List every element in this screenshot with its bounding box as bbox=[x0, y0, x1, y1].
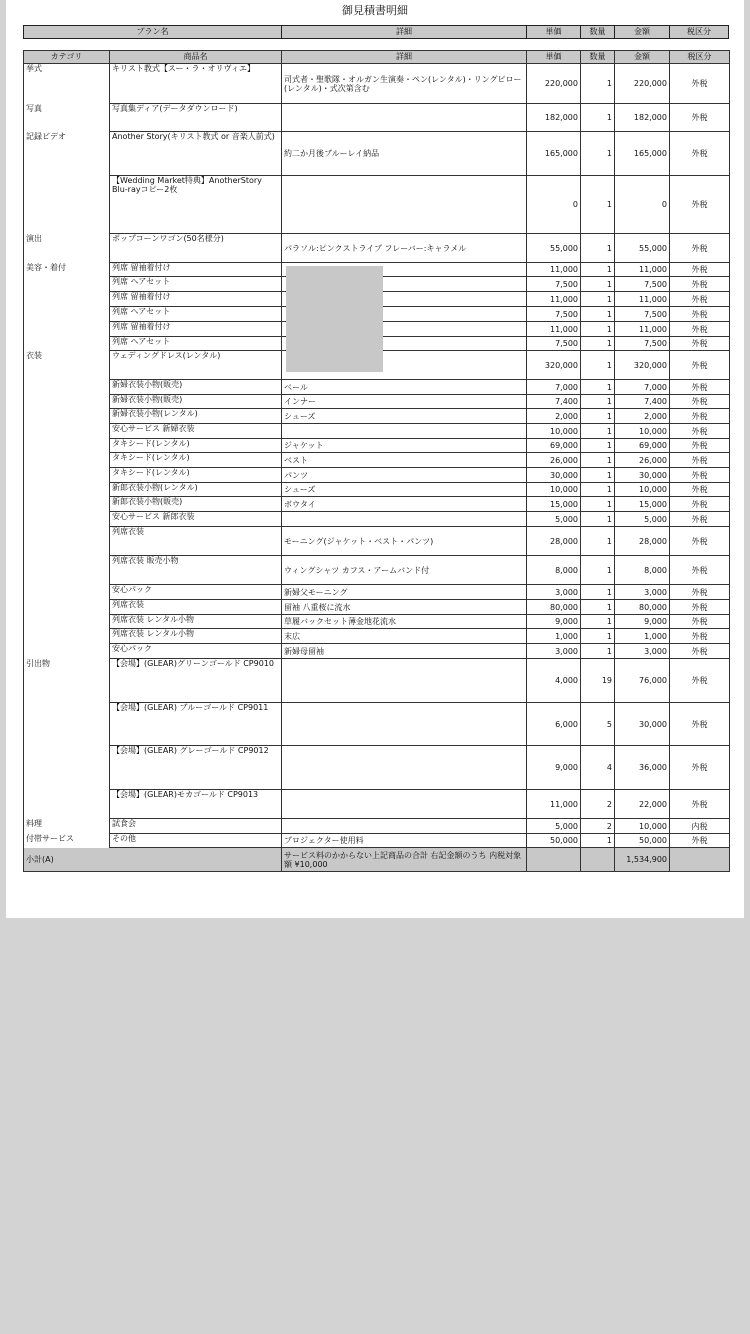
cell-quantity: 1 bbox=[581, 292, 615, 307]
cell-category bbox=[24, 395, 110, 409]
cell-item-name: 列席 留袖着付け bbox=[110, 322, 282, 337]
cell-detail bbox=[282, 424, 527, 439]
cell-item-name: 新婦衣装小物(レンタル) bbox=[110, 409, 282, 424]
table-row bbox=[24, 600, 730, 615]
cell-category bbox=[24, 615, 110, 629]
table-row bbox=[24, 468, 730, 483]
cell-unit-price: 9,000 bbox=[527, 746, 581, 790]
cell-amount: 9,000 bbox=[615, 615, 670, 629]
cell-amount: 50,000 bbox=[615, 834, 670, 848]
cell-category bbox=[24, 380, 110, 395]
cell-tax-type: 外税 bbox=[670, 439, 730, 453]
cell-amount: 11,000 bbox=[615, 322, 670, 337]
cell-tax-type: 外税 bbox=[670, 703, 730, 746]
table-row bbox=[24, 439, 730, 453]
cell-tax-type: 外税 bbox=[670, 395, 730, 409]
cell-detail: シューズ bbox=[282, 483, 527, 497]
cell-unit-price: 3,000 bbox=[527, 644, 581, 659]
cell-quantity: 1 bbox=[581, 132, 615, 176]
cell-tax-type: 外税 bbox=[670, 556, 730, 585]
cell-category: 衣装 bbox=[24, 351, 110, 380]
cell-item-name: 安心サービス 新婦衣装 bbox=[110, 424, 282, 439]
cell-category bbox=[24, 790, 110, 819]
cell-amount: 7,500 bbox=[615, 307, 670, 322]
cell-amount: 182,000 bbox=[615, 104, 670, 132]
cell-unit-price: 26,000 bbox=[527, 453, 581, 468]
cell-unit-price: 7,400 bbox=[527, 395, 581, 409]
table-row bbox=[24, 819, 730, 834]
cell-category bbox=[24, 468, 110, 483]
cell-category bbox=[24, 409, 110, 424]
cell-category bbox=[24, 483, 110, 497]
table-row bbox=[24, 380, 730, 395]
col-header-tax-type: 税区分 bbox=[670, 51, 730, 64]
table-row bbox=[24, 790, 730, 819]
cell-tax-type: 外税 bbox=[670, 292, 730, 307]
cell-unit-price: 10,000 bbox=[527, 424, 581, 439]
cell-category: 美容・着付 bbox=[24, 263, 110, 277]
cell-unit-price: 1,000 bbox=[527, 629, 581, 644]
cell-quantity: 1 bbox=[581, 322, 615, 337]
cell-category: 付帯サービス bbox=[24, 834, 110, 848]
cell-quantity: 1 bbox=[581, 615, 615, 629]
cell-tax-type: 外税 bbox=[670, 307, 730, 322]
cell-category bbox=[24, 439, 110, 453]
cell-tax-type: 外税 bbox=[670, 351, 730, 380]
cell-unit-price: 4,000 bbox=[527, 659, 581, 703]
cell-detail: 草履バックセット薄金地花流水 bbox=[282, 615, 527, 629]
cell-quantity: 1 bbox=[581, 556, 615, 585]
table-row bbox=[24, 497, 730, 512]
cell-detail bbox=[282, 790, 527, 819]
cell-quantity: 1 bbox=[581, 468, 615, 483]
cell-quantity: 2 bbox=[581, 819, 615, 834]
cell-unit-price: 6,000 bbox=[527, 703, 581, 746]
cell-unit-price: 11,000 bbox=[527, 292, 581, 307]
table-row bbox=[24, 703, 730, 746]
cell-tax-type: 外税 bbox=[670, 659, 730, 703]
table-row bbox=[24, 64, 730, 104]
col-header-detail: 詳細 bbox=[282, 51, 527, 64]
cell-detail: 約二か月後ブルーレイ納品 bbox=[282, 132, 527, 176]
redaction-box bbox=[286, 266, 383, 372]
table-row bbox=[24, 234, 730, 263]
cell-tax-type: 外税 bbox=[670, 64, 730, 104]
cell-tax-type: 外税 bbox=[670, 468, 730, 483]
cell-tax-type: 外税 bbox=[670, 834, 730, 848]
cell-quantity: 2 bbox=[581, 790, 615, 819]
table-row bbox=[24, 395, 730, 409]
cell-unit-price: 10,000 bbox=[527, 483, 581, 497]
table-row bbox=[24, 424, 730, 439]
cell-item-name: 列席衣装 bbox=[110, 600, 282, 615]
table-row bbox=[24, 527, 730, 556]
cell-quantity: 1 bbox=[581, 277, 615, 292]
cell-item-name: 【Wedding Market特典】AnotherStory Blu-rayコピー2枚 bbox=[110, 176, 282, 234]
cell-category bbox=[24, 600, 110, 615]
plan-header-bar bbox=[23, 25, 729, 39]
cell-detail: ベール bbox=[282, 380, 527, 395]
cell-tax-type: 外税 bbox=[670, 277, 730, 292]
cell-category: 引出物 bbox=[24, 659, 110, 703]
cell-quantity: 1 bbox=[581, 439, 615, 453]
plan-header-plan-name: プラン名 bbox=[24, 26, 282, 38]
cell-quantity: 1 bbox=[581, 234, 615, 263]
cell-unit-price: 220,000 bbox=[527, 64, 581, 104]
cell-category bbox=[24, 176, 110, 234]
cell-amount: 1,000 bbox=[615, 629, 670, 644]
cell-quantity: 1 bbox=[581, 497, 615, 512]
cell-item-name: 【会場】(GLEAR) ブルーゴールド CP9011 bbox=[110, 703, 282, 746]
cell-quantity: 1 bbox=[581, 834, 615, 848]
cell-tax-type: 外税 bbox=[670, 512, 730, 527]
cell-unit-price: 3,000 bbox=[527, 585, 581, 600]
cell-item-name: ウェディングドレス(レンタル) bbox=[110, 351, 282, 380]
cell-quantity: 1 bbox=[581, 424, 615, 439]
cell-unit-price: 15,000 bbox=[527, 497, 581, 512]
table-row bbox=[24, 644, 730, 659]
cell-amount: 3,000 bbox=[615, 644, 670, 659]
cell-tax-type: 外税 bbox=[670, 527, 730, 556]
cell-detail bbox=[282, 819, 527, 834]
cell-unit-price: 50,000 bbox=[527, 834, 581, 848]
cell-quantity: 1 bbox=[581, 380, 615, 395]
cell-unit-price: 55,000 bbox=[527, 234, 581, 263]
cell-amount: 7,000 bbox=[615, 380, 670, 395]
cell-amount: 10,000 bbox=[615, 819, 670, 834]
cell-detail bbox=[282, 703, 527, 746]
cell-detail bbox=[282, 104, 527, 132]
cell-unit-price: 7,500 bbox=[527, 337, 581, 351]
cell-unit-price: 9,000 bbox=[527, 615, 581, 629]
cell-tax-type: 外税 bbox=[670, 424, 730, 439]
cell-category bbox=[24, 424, 110, 439]
cell-amount: 0 bbox=[615, 176, 670, 234]
cell-item-name: 新婦衣装小物(販売) bbox=[110, 380, 282, 395]
cell-quantity: 1 bbox=[581, 104, 615, 132]
cell-quantity: 1 bbox=[581, 64, 615, 104]
cell-item-name: 列席 ヘアセット bbox=[110, 337, 282, 351]
cell-amount: 2,000 bbox=[615, 409, 670, 424]
cell-amount: 7,500 bbox=[615, 337, 670, 351]
col-header-amount: 金額 bbox=[615, 51, 670, 64]
cell-detail: パンツ bbox=[282, 468, 527, 483]
cell-tax-type: 外税 bbox=[670, 322, 730, 337]
cell-amount: 11,000 bbox=[615, 292, 670, 307]
cell-category bbox=[24, 746, 110, 790]
estimate-table-body bbox=[24, 64, 730, 848]
cell-unit-price: 28,000 bbox=[527, 527, 581, 556]
cell-category bbox=[24, 556, 110, 585]
cell-category bbox=[24, 512, 110, 527]
cell-quantity: 1 bbox=[581, 629, 615, 644]
cell-item-name: キリスト教式【スー・ラ・オリヴィエ】 bbox=[110, 64, 282, 104]
cell-amount: 320,000 bbox=[615, 351, 670, 380]
estimate-table bbox=[23, 50, 730, 872]
cell-unit-price: 2,000 bbox=[527, 409, 581, 424]
plan-header-tax-type: 税区分 bbox=[687, 27, 711, 36]
cell-item-name: 【会場】(GLEAR)グリーンゴールド CP9010 bbox=[110, 659, 282, 703]
cell-amount: 36,000 bbox=[615, 746, 670, 790]
plan-header-amount: 金額 bbox=[615, 26, 670, 38]
cell-amount: 8,000 bbox=[615, 556, 670, 585]
cell-amount: 15,000 bbox=[615, 497, 670, 512]
cell-category bbox=[24, 322, 110, 337]
cell-amount: 76,000 bbox=[615, 659, 670, 703]
cell-detail: 新婦父モーニング bbox=[282, 585, 527, 600]
cell-quantity: 4 bbox=[581, 746, 615, 790]
cell-quantity: 1 bbox=[581, 600, 615, 615]
cell-item-name: 写真集ディア(データダウンロード) bbox=[110, 104, 282, 132]
cell-quantity: 1 bbox=[581, 351, 615, 380]
cell-tax-type: 外税 bbox=[670, 453, 730, 468]
cell-quantity: 5 bbox=[581, 703, 615, 746]
cell-unit-price: 320,000 bbox=[527, 351, 581, 380]
cell-amount: 30,000 bbox=[615, 468, 670, 483]
cell-quantity: 1 bbox=[581, 512, 615, 527]
cell-detail: ウィングシャツ カフス・アームバンド付 bbox=[282, 556, 527, 585]
table-row bbox=[24, 629, 730, 644]
cell-unit-price: 11,000 bbox=[527, 322, 581, 337]
cell-category bbox=[24, 629, 110, 644]
cell-amount: 28,000 bbox=[615, 527, 670, 556]
cell-detail: 司式者・聖歌隊・オルガン生演奏・ペン(レンタル)・リングピロー(レンタル)・式次第含む bbox=[282, 64, 527, 104]
cell-unit-price: 7,500 bbox=[527, 277, 581, 292]
cell-detail bbox=[282, 659, 527, 703]
cell-amount: 7,500 bbox=[615, 277, 670, 292]
cell-item-name: タキシード(レンタル) bbox=[110, 453, 282, 468]
cell-tax-type: 外税 bbox=[670, 337, 730, 351]
col-header-quantity: 数量 bbox=[581, 51, 615, 64]
cell-amount: 5,000 bbox=[615, 512, 670, 527]
cell-category bbox=[24, 527, 110, 556]
cell-detail: プロジェクター使用料 bbox=[282, 834, 527, 848]
cell-unit-price: 7,000 bbox=[527, 380, 581, 395]
cell-detail bbox=[282, 176, 527, 234]
cell-tax-type: 外税 bbox=[670, 132, 730, 176]
cell-tax-type: 外税 bbox=[670, 585, 730, 600]
cell-detail: 末広 bbox=[282, 629, 527, 644]
cell-category: 演出 bbox=[24, 234, 110, 263]
cell-amount: 55,000 bbox=[615, 234, 670, 263]
cell-detail: ジャケット bbox=[282, 439, 527, 453]
cell-unit-price: 8,000 bbox=[527, 556, 581, 585]
subtotal-row bbox=[24, 848, 730, 872]
cell-tax-type: 外税 bbox=[670, 483, 730, 497]
document-title: 御見積書明細 bbox=[342, 4, 408, 17]
cell-quantity: 1 bbox=[581, 483, 615, 497]
table-row bbox=[24, 176, 730, 234]
cell-item-name: タキシード(レンタル) bbox=[110, 468, 282, 483]
cell-item-name: その他 bbox=[110, 834, 282, 848]
cell-detail bbox=[282, 746, 527, 790]
cell-tax-type: 外税 bbox=[670, 615, 730, 629]
cell-item-name: 【会場】(GLEAR) グレーゴールド CP9012 bbox=[110, 746, 282, 790]
cell-unit-price: 11,000 bbox=[527, 790, 581, 819]
cell-detail: パラソル:ピンクストライプ フレーバー:キャラメル bbox=[282, 234, 527, 263]
cell-item-name: 試食会 bbox=[110, 819, 282, 834]
cell-unit-price: 11,000 bbox=[527, 263, 581, 277]
cell-detail: 新婦母留袖 bbox=[282, 644, 527, 659]
cell-tax-type: 外税 bbox=[670, 263, 730, 277]
subtotal-amount: 1,534,900 bbox=[615, 848, 670, 872]
cell-detail: ボウタイ bbox=[282, 497, 527, 512]
col-header-unit-price: 単価 bbox=[527, 51, 581, 64]
empty-gray-area bbox=[6, 930, 744, 1334]
cell-quantity: 1 bbox=[581, 527, 615, 556]
cell-unit-price: 30,000 bbox=[527, 468, 581, 483]
cell-item-name: ポップコーンワゴン(50名様分) bbox=[110, 234, 282, 263]
col-header-category: カテゴリ bbox=[24, 51, 110, 64]
cell-quantity: 1 bbox=[581, 176, 615, 234]
cell-amount: 220,000 bbox=[615, 64, 670, 104]
subtotal-empty-price bbox=[527, 848, 581, 872]
cell-item-name: 安心サービス 新郎衣装 bbox=[110, 512, 282, 527]
subtotal-empty-tax bbox=[670, 848, 730, 872]
cell-quantity: 1 bbox=[581, 395, 615, 409]
cell-category: 料理 bbox=[24, 819, 110, 834]
cell-amount: 30,000 bbox=[615, 703, 670, 746]
cell-quantity: 1 bbox=[581, 644, 615, 659]
table-row bbox=[24, 483, 730, 497]
cell-category bbox=[24, 497, 110, 512]
cell-detail: モーニング(ジャケット・ベスト・パンツ) bbox=[282, 527, 527, 556]
table-row bbox=[24, 409, 730, 424]
cell-category bbox=[24, 703, 110, 746]
cell-category bbox=[24, 337, 110, 351]
cell-tax-type: 外税 bbox=[670, 104, 730, 132]
cell-detail: ベスト bbox=[282, 453, 527, 468]
estimate-sheet bbox=[6, 0, 744, 918]
cell-quantity: 1 bbox=[581, 263, 615, 277]
plan-header-unit-price: 単価 bbox=[527, 26, 581, 38]
cell-amount: 22,000 bbox=[615, 790, 670, 819]
cell-category bbox=[24, 307, 110, 322]
cell-tax-type: 内税 bbox=[670, 819, 730, 834]
plan-header-detail: 詳細 bbox=[282, 26, 527, 38]
cell-amount: 26,000 bbox=[615, 453, 670, 468]
cell-category bbox=[24, 292, 110, 307]
cell-item-name: 列席 留袖着付け bbox=[110, 292, 282, 307]
cell-unit-price: 5,000 bbox=[527, 819, 581, 834]
cell-item-name: 列席衣装 bbox=[110, 527, 282, 556]
cell-item-name: 列席衣装 販売小物 bbox=[110, 556, 282, 585]
table-row bbox=[24, 453, 730, 468]
cell-unit-price: 80,000 bbox=[527, 600, 581, 615]
cell-amount: 80,000 bbox=[615, 600, 670, 615]
cell-item-name: 安心パック bbox=[110, 644, 282, 659]
cell-detail: シューズ bbox=[282, 409, 527, 424]
table-row bbox=[24, 615, 730, 629]
cell-detail: 留袖 八重桜に流水 bbox=[282, 600, 527, 615]
cell-item-name: 列席衣装 レンタル小物 bbox=[110, 629, 282, 644]
cell-unit-price: 7,500 bbox=[527, 307, 581, 322]
cell-unit-price: 5,000 bbox=[527, 512, 581, 527]
table-row bbox=[24, 132, 730, 176]
table-row bbox=[24, 834, 730, 848]
cell-tax-type: 外税 bbox=[670, 790, 730, 819]
cell-quantity: 1 bbox=[581, 453, 615, 468]
table-row bbox=[24, 659, 730, 703]
cell-tax-type: 外税 bbox=[670, 644, 730, 659]
table-row bbox=[24, 585, 730, 600]
cell-item-name: Another Story(キリスト教式 or 音楽人前式) bbox=[110, 132, 282, 176]
cell-item-name: 列席衣装 レンタル小物 bbox=[110, 615, 282, 629]
cell-amount: 69,000 bbox=[615, 439, 670, 453]
cell-item-name: 新婦衣装小物(販売) bbox=[110, 395, 282, 409]
cell-amount: 10,000 bbox=[615, 424, 670, 439]
cell-detail: インナー bbox=[282, 395, 527, 409]
cell-category: 写真 bbox=[24, 104, 110, 132]
cell-tax-type: 外税 bbox=[670, 380, 730, 395]
cell-quantity: 1 bbox=[581, 337, 615, 351]
cell-category bbox=[24, 277, 110, 292]
cell-quantity: 1 bbox=[581, 409, 615, 424]
plan-header-quantity: 数量 bbox=[581, 26, 615, 38]
cell-tax-type: 外税 bbox=[670, 600, 730, 615]
cell-amount: 7,400 bbox=[615, 395, 670, 409]
cell-detail bbox=[282, 512, 527, 527]
subtotal-label: 小計(A) bbox=[24, 848, 282, 872]
cell-item-name: 新郎衣装小物(販売) bbox=[110, 497, 282, 512]
cell-unit-price: 165,000 bbox=[527, 132, 581, 176]
cell-item-name: 列席 留袖着付け bbox=[110, 263, 282, 277]
cell-item-name: 列席 ヘアセット bbox=[110, 307, 282, 322]
table-row bbox=[24, 556, 730, 585]
cell-category bbox=[24, 453, 110, 468]
cell-quantity: 1 bbox=[581, 307, 615, 322]
cell-unit-price: 182,000 bbox=[527, 104, 581, 132]
cell-item-name: タキシード(レンタル) bbox=[110, 439, 282, 453]
cell-unit-price: 0 bbox=[527, 176, 581, 234]
cell-tax-type: 外税 bbox=[670, 176, 730, 234]
col-header-item-name: 商品名 bbox=[110, 51, 282, 64]
cell-item-name: 安心パック bbox=[110, 585, 282, 600]
cell-tax-type: 外税 bbox=[670, 409, 730, 424]
cell-item-name: 新郎衣装小物(レンタル) bbox=[110, 483, 282, 497]
table-row bbox=[24, 512, 730, 527]
cell-item-name: 列席 ヘアセット bbox=[110, 277, 282, 292]
cell-quantity: 1 bbox=[581, 585, 615, 600]
cell-amount: 11,000 bbox=[615, 263, 670, 277]
cell-quantity: 19 bbox=[581, 659, 615, 703]
cell-item-name: 【会場】(GLEAR)モカゴールド CP9013 bbox=[110, 790, 282, 819]
cell-category: 記録ビデオ bbox=[24, 132, 110, 176]
cell-amount: 165,000 bbox=[615, 132, 670, 176]
table-row bbox=[24, 104, 730, 132]
cell-tax-type: 外税 bbox=[670, 629, 730, 644]
table-row bbox=[24, 746, 730, 790]
cell-tax-type: 外税 bbox=[670, 497, 730, 512]
cell-tax-type: 外税 bbox=[670, 746, 730, 790]
cell-category bbox=[24, 644, 110, 659]
table-header-row bbox=[24, 51, 730, 64]
cell-amount: 10,000 bbox=[615, 483, 670, 497]
cell-category: 挙式 bbox=[24, 64, 110, 104]
subtotal-note: サービス料のかからない上記商品の合計 右記金額のうち 内税対象額 ¥10,000 bbox=[282, 848, 527, 872]
cell-category bbox=[24, 585, 110, 600]
cell-amount: 3,000 bbox=[615, 585, 670, 600]
subtotal-empty-qty bbox=[581, 848, 615, 872]
cell-tax-type: 外税 bbox=[670, 234, 730, 263]
cell-unit-price: 69,000 bbox=[527, 439, 581, 453]
